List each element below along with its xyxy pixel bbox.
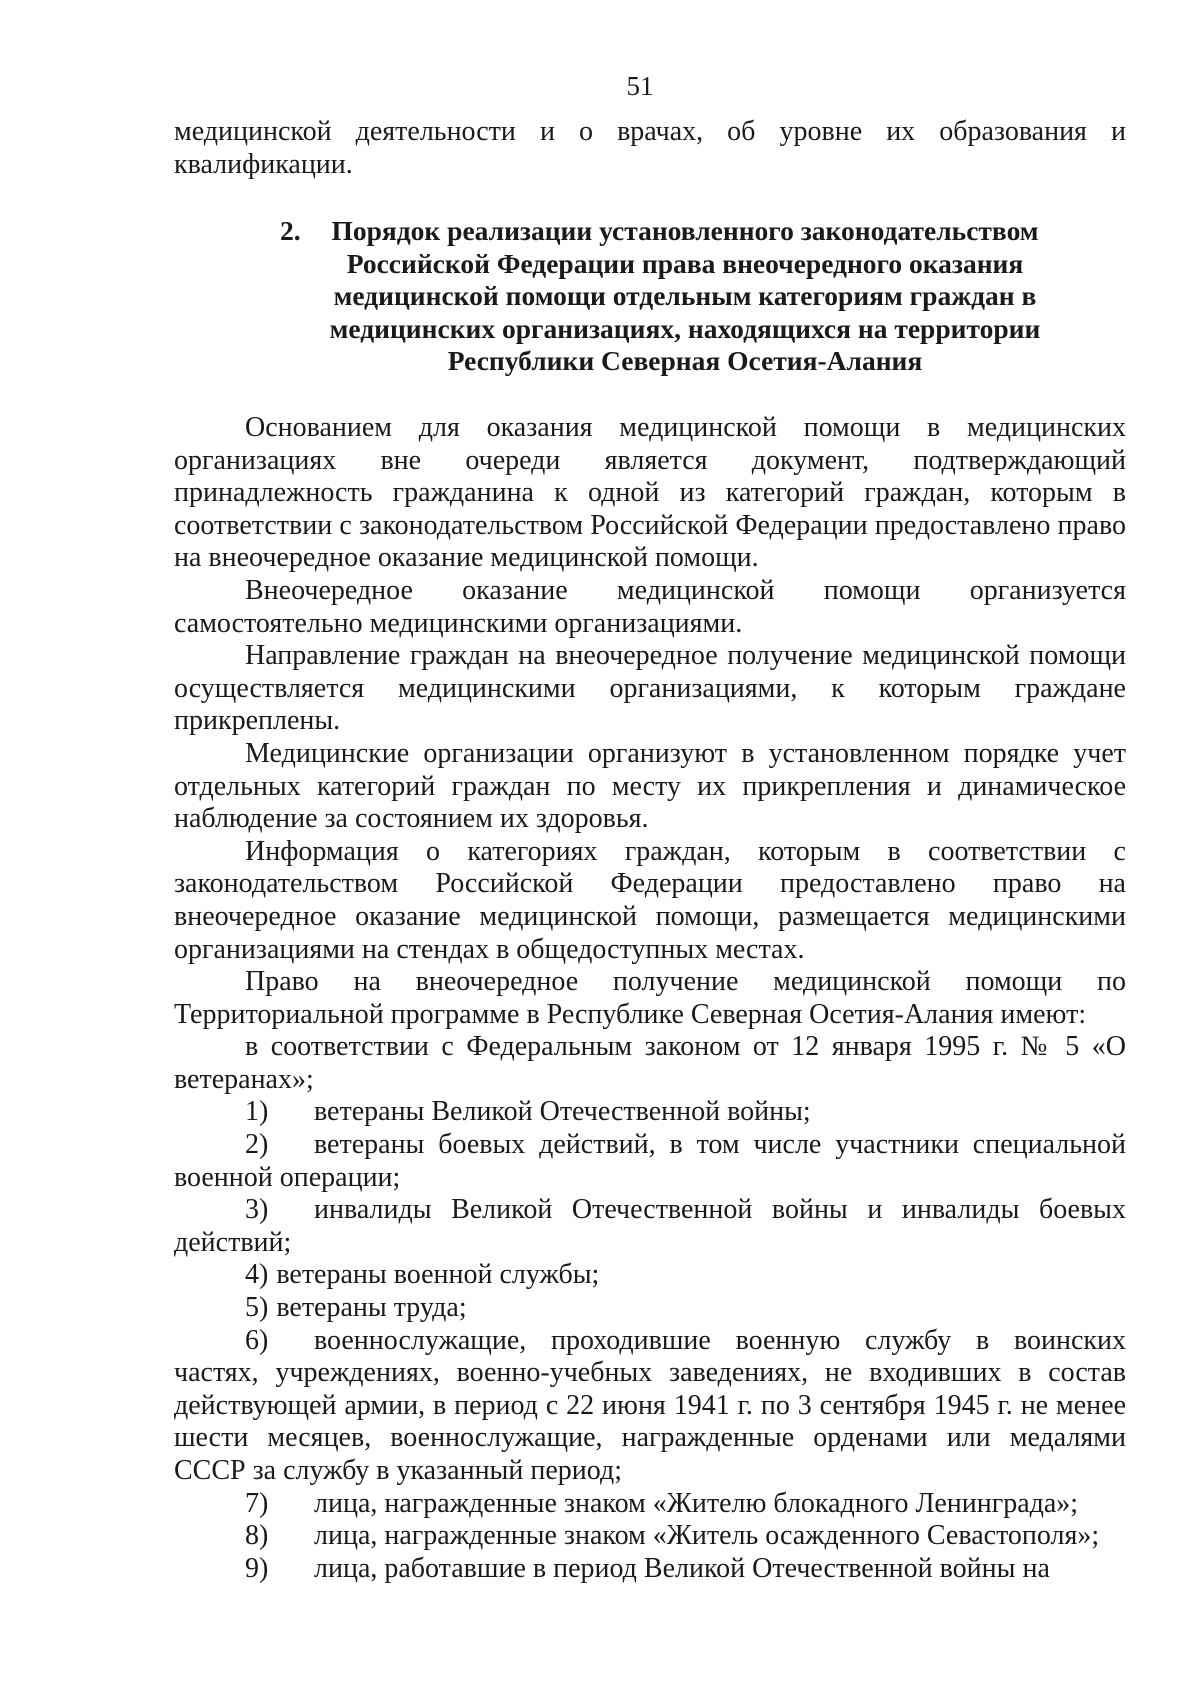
list-item-number: 4) xyxy=(245,1259,269,1291)
list-item-text: военнослужащие, проходившие военную службу в воинских частях, учреждениях, военно-учебных заведениях, не входивших в состав действующей армии, в период с 22 июня 1941 г. по 3 сентября 1945 г. не менее шести месяцев, военнослужащие, награжденные орденами или медалями СССР за службу в указанный период; xyxy=(174,1324,1126,1486)
list-item-number: 2) xyxy=(245,1129,269,1161)
paragraph: Право на внеочередное получение медицинской помощи по Территориальной программе в Республике Северная Осетия-Алания имеют: xyxy=(174,966,1126,1030)
list-item xyxy=(174,1325,1126,1488)
paragraph: медицинской деятельности и о врачах, об уровне их образования и квалификации. xyxy=(174,116,1126,180)
list-item-number: 1) xyxy=(245,1096,269,1128)
list-item-text: ветераны труда; xyxy=(276,1292,467,1324)
heading-line: Республики Северная Осетия-Алания xyxy=(447,345,923,377)
list-item xyxy=(174,1488,1126,1521)
paragraph: Информация о категориях граждан, которым в соответствии с законодательством Российской Федерации предоставлено право на внеочередное оказание медицинской помощи, размещается медицинскими организациями на стендах в общедоступных местах. xyxy=(174,835,1126,965)
continuation-text xyxy=(174,116,1126,181)
paragraph: Медицинские организации организуют в установленном порядке учет отдельных категорий граждан по месту их прикрепления и динамическое наблюдение за состоянием их здоровья. xyxy=(174,737,1126,835)
heading-line: медицинских организациях, находящихся на территории xyxy=(329,312,1041,344)
page-number: 51 xyxy=(626,71,654,101)
list-item-text: ветераны военной службы; xyxy=(276,1259,600,1291)
section-heading xyxy=(280,215,1070,378)
list-item xyxy=(174,1096,1126,1129)
list-item-text: лица, награжденные знаком «Житель осажденного Севастополя»; xyxy=(314,1520,1100,1552)
list-item-text: лица, работавшие в период Великой Отечественной войны на xyxy=(314,1552,1050,1584)
heading-line: Российской Федерации права внеочередного оказания xyxy=(346,247,1024,279)
heading-line: Порядок реализации установленного законодательством xyxy=(331,215,1039,246)
list-item-text: инвалиды Великой Отечественной войны и инвалиды боевых действий; xyxy=(174,1194,1126,1258)
list-item-text: ветераны Великой Отечественной войны; xyxy=(314,1096,811,1128)
list-item xyxy=(174,1259,1126,1292)
list-item-number: 8) xyxy=(245,1520,269,1552)
heading-line: медицинской помощи отдельным категориям граждан в xyxy=(333,280,1037,312)
list-item-number: 9) xyxy=(245,1552,269,1584)
list-item-text: ветераны боевых действий, в том числе участники специальной военной операции; xyxy=(174,1129,1126,1193)
section-number: 2. xyxy=(280,215,301,246)
section-body xyxy=(174,412,1126,1585)
paragraph: Основанием для оказания медицинской помощи в медицинских организациях вне очереди является документ, подтверждающий принадлежность гражданина к одной из категорий граждан, которым в соответствии с законодательством Российской Федерации предоставлено право на внеочередное оказание медицинской помощи. xyxy=(174,412,1126,574)
list-item-number: 7) xyxy=(245,1487,269,1519)
paragraph: Направление граждан на внеочередное получение медицинской помощи осуществляется медицинскими организациями, к которым граждане прикреплены. xyxy=(174,640,1126,737)
paragraph: в соответствии с Федеральным законом от 12 января 1995 г. № 5 «О ветеранах»; xyxy=(174,1031,1126,1095)
list-item xyxy=(174,1129,1126,1194)
list-item xyxy=(174,1520,1126,1553)
list-item-number: 5) xyxy=(245,1292,269,1324)
list-item xyxy=(174,1292,1126,1325)
list-item-text: лица, награжденные знаком «Жителю блокадного Ленинграда»; xyxy=(314,1487,1079,1519)
list-item xyxy=(174,1553,1126,1586)
paragraph: Внеочередное оказание медицинской помощи организуется самостоятельно медицинскими организациями. xyxy=(174,574,1126,639)
list-item xyxy=(174,1194,1126,1259)
list-item-number: 3) xyxy=(245,1194,269,1226)
list-item-number: 6) xyxy=(245,1324,269,1356)
